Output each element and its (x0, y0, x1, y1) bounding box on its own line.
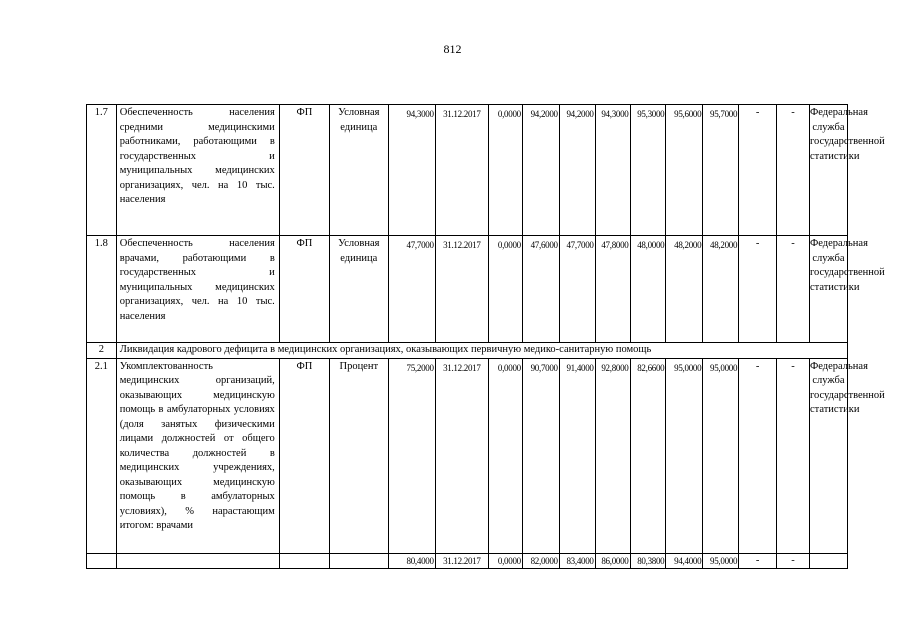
value-cell: 0,0000 (489, 236, 523, 343)
row-index: 1.7 (87, 105, 117, 236)
base-date: 31.12.2017 (435, 236, 488, 343)
value-cell: 94,2000 (559, 105, 595, 236)
value-cell: 0,0000 (489, 105, 523, 236)
value-cell: 94,3000 (595, 105, 630, 236)
value-cell: 94,2000 (522, 105, 559, 236)
value-cell: 48,2000 (666, 236, 703, 343)
value-cell: 94,4000 (666, 553, 703, 569)
empty-cell (809, 553, 847, 569)
row-index: 2.1 (87, 358, 117, 553)
indicator-type: ФП (279, 236, 329, 343)
dash-cell: - (739, 236, 777, 343)
base-value: 75,2000 (388, 358, 435, 553)
value-cell: 47,8000 (595, 236, 630, 343)
value-cell: 47,6000 (522, 236, 559, 343)
indicator-description: Обеспеченность населения врачами, работающими в государственных и муниципальных медицинских организациях, чел. на 10 тыс. населения (116, 236, 279, 343)
unit-of-measure: Условная единица (330, 105, 388, 236)
indicator-type: ФП (279, 358, 329, 553)
section-title: Ликвидация кадрового дефицита в медицинских организациях, оказывающих первичную медико-санитарную помощь (116, 343, 847, 359)
value-cell: 95,0000 (703, 553, 739, 569)
base-date: 31.12.2017 (435, 553, 488, 569)
dash-cell: - (777, 553, 810, 569)
data-source: Федеральная служба государственной статистики (809, 358, 847, 553)
row-index: 1.8 (87, 236, 117, 343)
value-cell: 0,0000 (489, 553, 523, 569)
dash-cell: - (777, 105, 810, 236)
table-row (87, 358, 848, 553)
base-value: 94,3000 (388, 105, 435, 236)
empty-cell (279, 553, 329, 569)
indicator-description: Укомплектованность медицинских организаций, оказывающих медицинскую помощь в амбулаторных условиях (доля занятых физическими лицами должностей от общего количества должностей в медицинских учреждениях, оказывающих медицинскую помощь в амбулаторных условиях), % нарастающим итогом: врачами (116, 358, 279, 553)
value-cell: 82,6600 (630, 358, 666, 553)
dash-cell: - (739, 105, 777, 236)
base-value: 47,7000 (388, 236, 435, 343)
empty-cell (116, 553, 279, 569)
value-cell: 82,0000 (522, 553, 559, 569)
value-cell: 95,7000 (703, 105, 739, 236)
base-value: 80,4000 (388, 553, 435, 569)
value-cell: 92,8000 (595, 358, 630, 553)
indicator-description: Обеспеченность населения средними медицинскими работниками, работающими в государственных и муниципальных медицинских организациях, чел. на 10 тыс. населения (116, 105, 279, 236)
value-cell: 0,0000 (489, 358, 523, 553)
data-source: Федеральная служба государственной статистики (809, 236, 847, 343)
table-row (87, 553, 848, 569)
value-cell: 48,0000 (630, 236, 666, 343)
value-cell: 90,7000 (522, 358, 559, 553)
section-index: 2 (87, 343, 117, 359)
value-cell: 48,2000 (703, 236, 739, 343)
unit-of-measure: Процент (330, 358, 388, 553)
page-number: 812 (443, 42, 462, 56)
indicator-type: ФП (279, 105, 329, 236)
table-row (87, 236, 848, 343)
base-date: 31.12.2017 (435, 358, 488, 553)
value-cell: 86,0000 (595, 553, 630, 569)
indicators-table (86, 104, 885, 569)
value-cell: 95,0000 (666, 358, 703, 553)
base-date: 31.12.2017 (435, 105, 488, 236)
dash-cell: - (739, 358, 777, 553)
value-cell: 47,7000 (559, 236, 595, 343)
dash-cell: - (739, 553, 777, 569)
empty-cell (330, 553, 388, 569)
dash-cell: - (777, 358, 810, 553)
value-cell: 91,4000 (559, 358, 595, 553)
value-cell: 95,0000 (703, 358, 739, 553)
table-row (87, 105, 848, 236)
data-source: Федеральная служба государственной статистики (809, 105, 847, 236)
value-cell: 80,3800 (630, 553, 666, 569)
value-cell: 95,3000 (630, 105, 666, 236)
value-cell: 95,6000 (666, 105, 703, 236)
value-cell: 83,4000 (559, 553, 595, 569)
unit-of-measure: Условная единица (330, 236, 388, 343)
empty-cell (87, 553, 117, 569)
dash-cell: - (777, 236, 810, 343)
section-row (87, 343, 848, 359)
